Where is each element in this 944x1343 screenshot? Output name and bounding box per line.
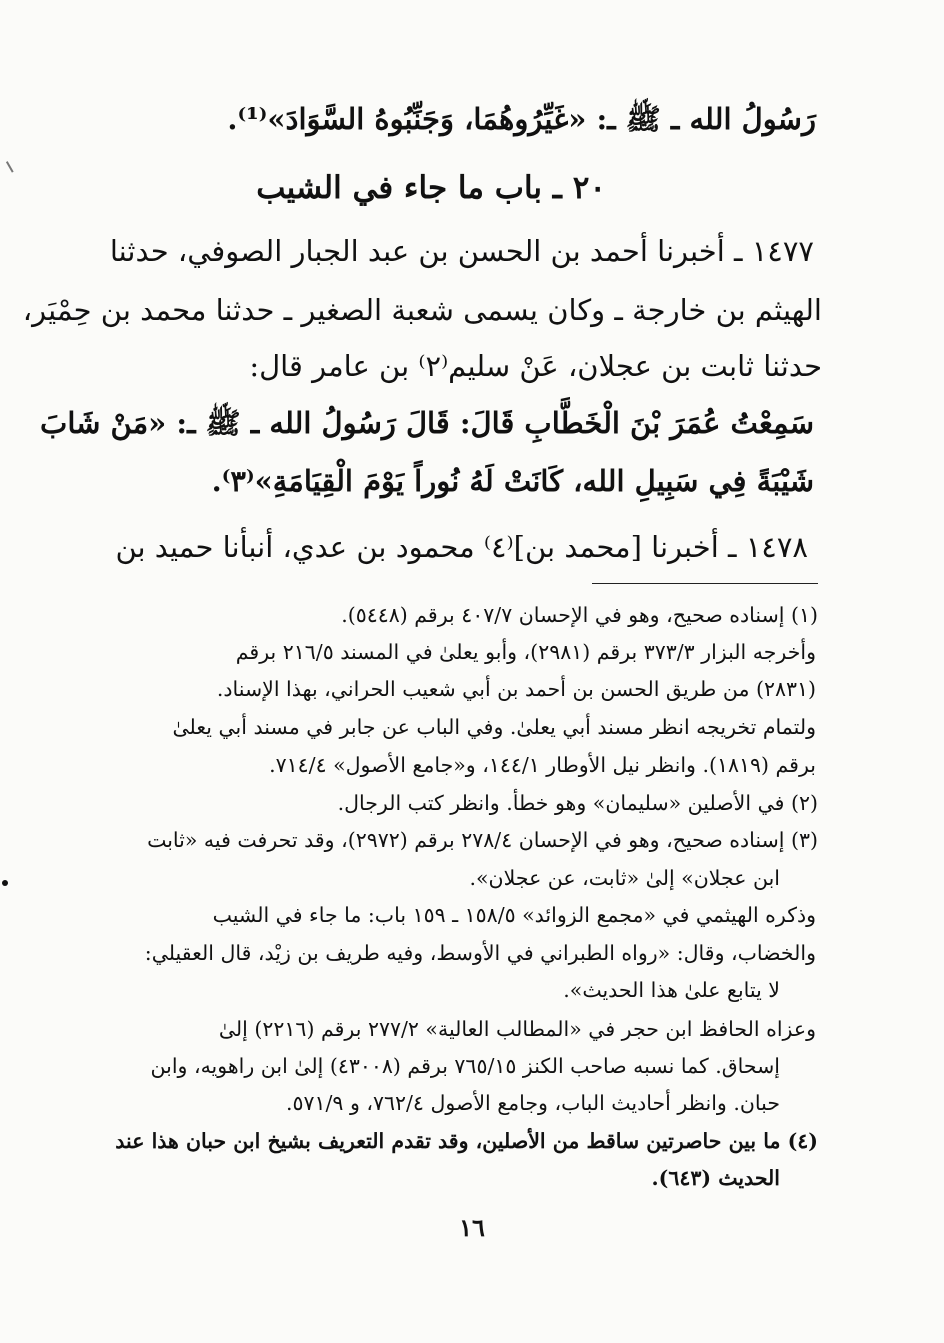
footnote-line: ولتمام تخريجه انظر مسند أبي يعلىٰ. وفي الباب عن جابر في مسند أبي يعلىٰ bbox=[172, 715, 816, 739]
page-number: ١٦ bbox=[459, 1213, 485, 1242]
footnote-line: لا يتابع علىٰ هذا الحديث». bbox=[563, 978, 780, 1002]
footnote-line: الحديث (٦٤٣). bbox=[651, 1166, 780, 1190]
footnote-line: (٢٨٣١) من طريق الحسن بن أحمد بن أبي شعيب الحراني، بهذا الإسناد. bbox=[216, 677, 816, 701]
footnote-line: والخضاب، وقال: «رواه الطبراني في الأوسط، وفيه طريف بن زيْد، قال العقيلي: bbox=[144, 941, 816, 965]
body-line: شَيْبَةً فِي سَبِيلِ الله، كَانَتْ لَهُ نُوراً يَوْمَ الْقِيَامَةِ»⁽٣⁾. bbox=[211, 464, 814, 498]
footnote-line: (٣) إسناده صحيح، وهو في الإحسان ٢٧٨/٤ برقم (٢٩٧٢)، وقد تحرفت فيه «ثابت bbox=[147, 828, 818, 852]
scan-dot bbox=[2, 880, 8, 886]
footnote-line: (٤) ما بين حاصرتين ساقط من الأصلين، وقد تقدم التعريف بشيخ ابن حبان هذا عند bbox=[115, 1129, 818, 1153]
footnote-line: حبان. وانظر أحاديث الباب، وجامع الأصول ٧٦٢/٤، و ٥٧١/٩. bbox=[285, 1091, 780, 1115]
footnote-line: وذكره الهيثمي في «مجمع الزوائد» ١٥٨/٥ ـ ١٥٩ باب: ما جاء في الشيب bbox=[212, 903, 816, 927]
body-line: سَمِعْتُ عُمَرَ بْنَ الْخَطَّابِ قَالَ: قَالَ رَسُولُ الله ـ ﷺ ـ: «مَنْ شَابَ bbox=[40, 406, 814, 440]
chapter-heading: ٢٠ ـ باب ما جاء في الشيب bbox=[256, 170, 606, 206]
footnote-line: (٢) في الأصلين «سليمان» وهو خطأ. وانظر كتب الرجال. bbox=[337, 791, 818, 815]
body-line: ١٤٧٨ ـ أخبرنا [محمد بن]⁽٤⁾ محمود بن عدي، أنبأنا حميد بن bbox=[115, 530, 808, 564]
footnote-line: وأخرجه البزار ٣٧٣/٣ برقم (٢٩٨١)، وأبو يعلىٰ في المسند ٢١٦/٥ برقم bbox=[235, 640, 816, 664]
body-line: حدثنا ثابت بن عجلان، عَنْ سليم⁽٢⁾ بن عامر قال: bbox=[249, 349, 822, 383]
footnote-line: برقم (١٨١٩). وانظر نيل الأوطار ١٤٤/١، و«جامع الأصول» ٧١٤/٤. bbox=[269, 753, 816, 777]
footnote-line: إسحاق. كما نسبه صاحب الكنز ٧٦٥/١٥ برقم (٤٣٠٠٨) إلىٰ ابن راهويه، وابن bbox=[150, 1054, 780, 1078]
body-line: الهيثم بن خارجة ـ وكان يسمى شعبة الصغير ـ حدثنا محمد بن حِمْيَر، bbox=[22, 293, 822, 327]
body-line: ١٤٧٧ ـ أخبرنا أحمد بن الحسن بن عبد الجبار الصوفي، حدثنا bbox=[109, 234, 814, 268]
footnote-separator bbox=[592, 583, 818, 584]
footnote-line: وعزاه الحافظ ابن حجر في «المطالب العالية» ٢٧٧/٢ برقم (٢٢١٦) إلىٰ bbox=[218, 1017, 816, 1041]
footnote-line: ابن عجلان» إلىٰ «ثابت، عن عجلان». bbox=[469, 866, 780, 890]
scan-mark bbox=[6, 161, 13, 172]
footnote-line: (١) إسناده صحيح، وهو في الإحسان ٤٠٧/٧ برقم (٥٤٤٨). bbox=[341, 603, 818, 627]
top-line: رَسُولُ الله ـ ﷺ ـ: «غَيِّرُوهُمَا، وَجَنِّبُوهُ السَّوَادَ»⁽¹⁾. bbox=[227, 102, 816, 136]
